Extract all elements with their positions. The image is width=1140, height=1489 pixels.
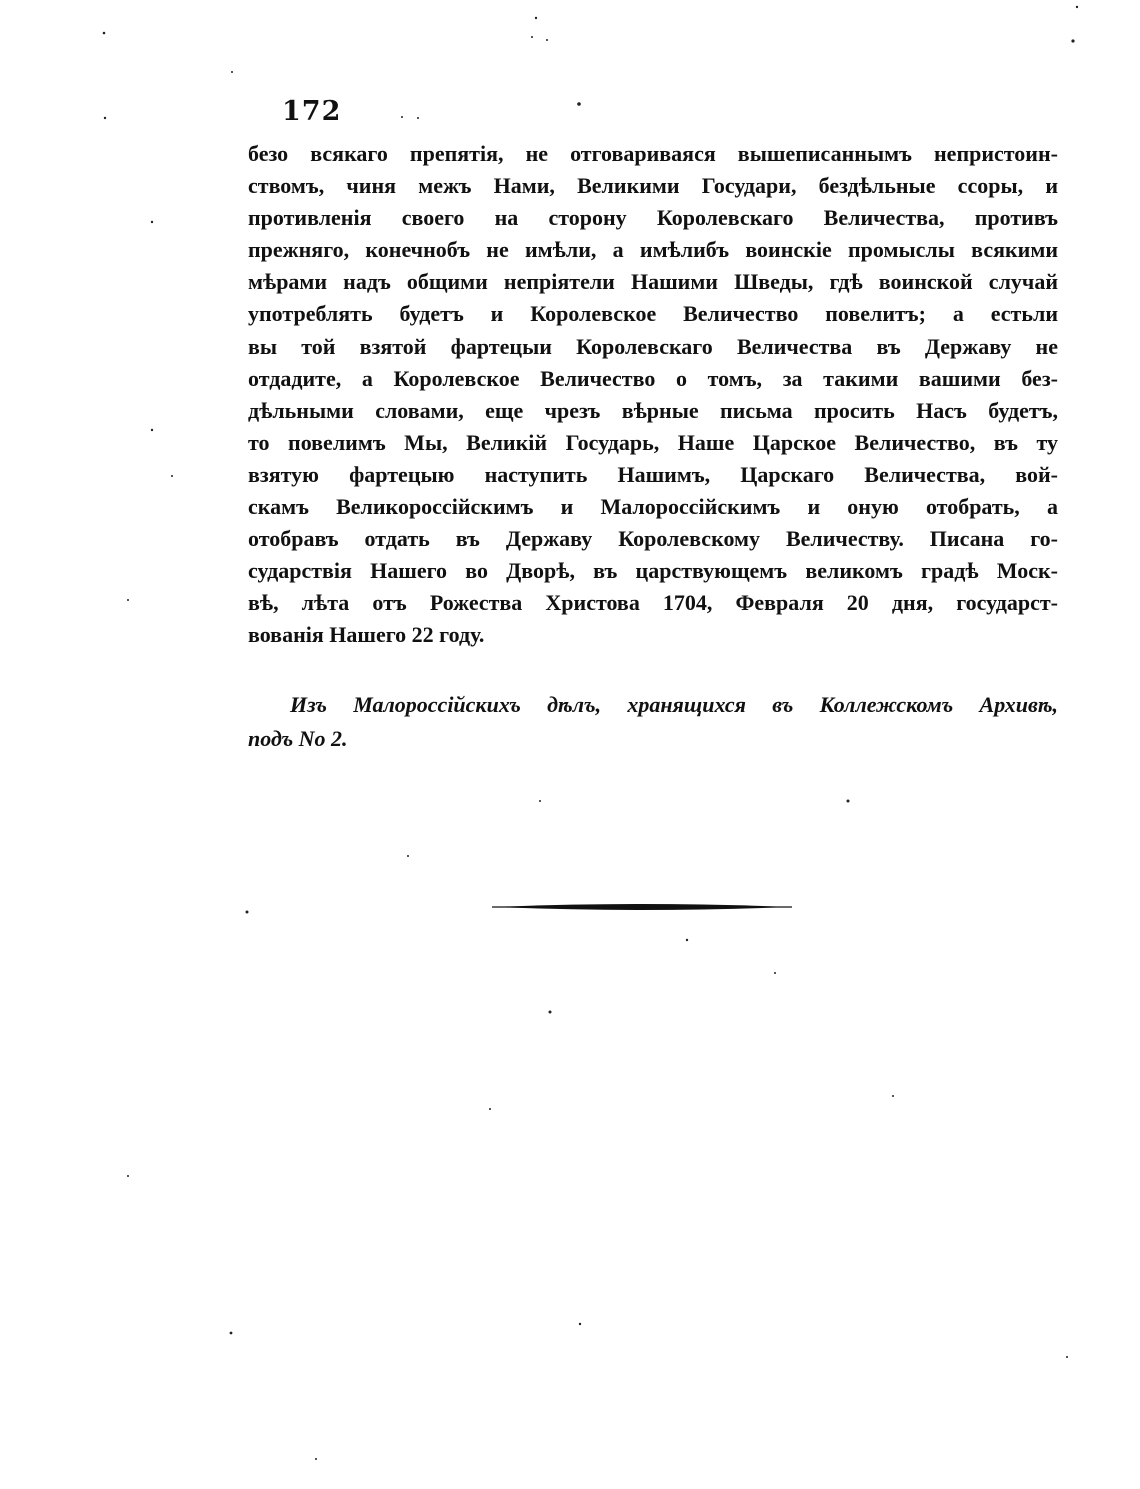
- body-text-line: вѣ, лѣта отъ Рожества Христова 1704, Февраля 20 дня, государст-: [248, 590, 1058, 616]
- source-note-line: Изъ Малороссійскихъ дѣлъ, хранящихся въ Коллежскомъ Архивѣ,: [290, 692, 1058, 717]
- page-number: 172: [282, 96, 342, 127]
- body-text-line: отдадите, а Королевское Величество о томъ, за такими вашими без-: [248, 365, 1058, 391]
- body-text-line: дѣльными словами, еще чрезъ вѣрные письма просить Насъ будетъ,: [248, 397, 1058, 423]
- body-text-line: отобравъ отдать въ Державу Королевскому Величеству. Писана го-: [248, 526, 1058, 552]
- body-text-line: вованія Нашего 22 году.: [248, 622, 485, 648]
- document-body-text: [248, 138, 1058, 652]
- archive-source-note: [248, 688, 1058, 756]
- body-text-line: безо всякаго препятія, не отговариваяся вышеписаннымъ непристоин-: [248, 141, 1058, 166]
- source-note-line: подъ No 2.: [248, 726, 348, 751]
- body-text-line: противленія своего на сторону Королевскаго Величества, противъ: [248, 205, 1058, 231]
- body-text-line: сударствія Нашего во Дворѣ, въ царствующемъ великомъ градѣ Моск-: [248, 558, 1058, 584]
- body-text-line: то повелимъ Мы, Великій Государь, Наше Царское Величество, въ ту: [248, 429, 1058, 455]
- body-text-line: скамъ Великороссійскимъ и Малороссійскимъ и оную отобрать, а: [248, 494, 1058, 520]
- body-text-line: мѣрами надъ общими непріятели Нашими Шведы, гдѣ воинской случай: [248, 269, 1058, 295]
- body-text-line: вы той взятой фартецыи Королевскаго Величества въ Державу не: [248, 333, 1058, 359]
- body-text-line: употреблять будетъ и Королевское Величество повелитъ; а естьли: [248, 301, 1058, 327]
- body-text-line: взятую фартецыю наступить Нашимъ, Царскаго Величества, вой-: [248, 461, 1058, 487]
- body-text-line: прежняго, конечнобъ не имѣли, а имѣлибъ воинскіе промыслы всякими: [248, 237, 1058, 263]
- body-text-line: ствомъ, чиня межъ Нами, Великими Государи, бездѣльные ссоры, и: [248, 173, 1058, 199]
- end-rule-divider: [492, 900, 792, 914]
